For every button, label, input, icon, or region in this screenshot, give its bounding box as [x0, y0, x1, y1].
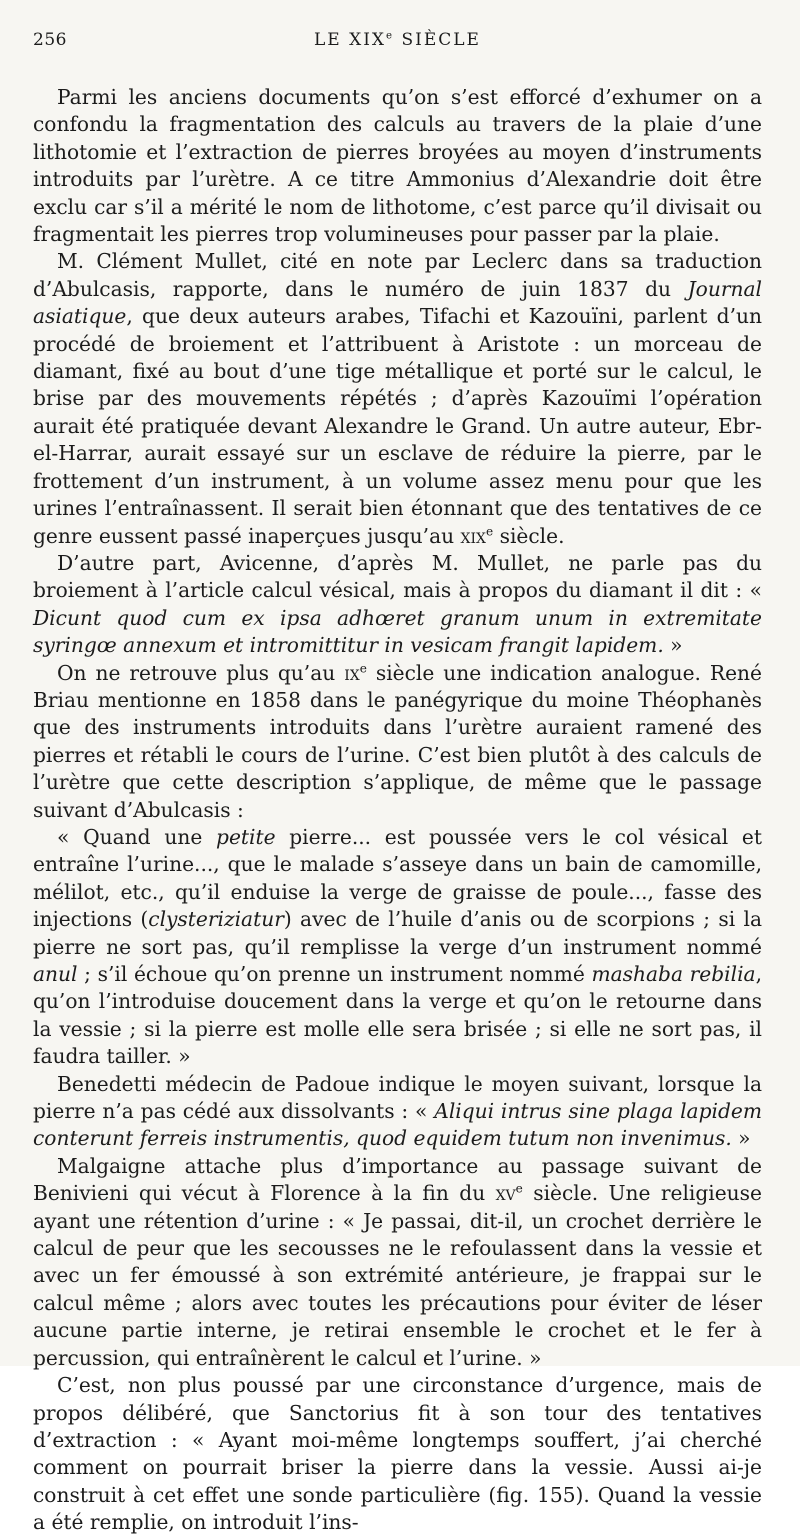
paragraph-7 — [33, 1153, 762, 1372]
running-title-suffix: SIÈCLE — [394, 30, 481, 50]
paragraph-1: Parmi les anciens documents qu’on s’est efforcé d’exhumer on a confondu la fragmentation des calculs au travers de la plaie d’une lithotomie et l’extraction de pierres broyées au moyen d’instruments introduits par l’urètre. A ce titre Ammonius d’Alexandrie doit être exclu car s’il a mérité le nom de lithotome, c’est parce qu’il divisait ou fragmentait les pierres trop volumineuses pour passer par la plaie. — [33, 85, 762, 247]
paragraph-4-text-a: On ne retrouve plus qu’au — [57, 660, 345, 685]
italic-mashaba-rebilia: mashaba rebilia — [591, 962, 756, 986]
century-numeral: ix — [344, 660, 360, 685]
body-text — [33, 84, 762, 1537]
paragraph-3 — [33, 550, 762, 660]
paragraph-2 — [33, 248, 762, 549]
journal-title: Journal asiatique — [33, 276, 762, 329]
paragraph-4-text-b: siècle une indication analogue. René Briau mentionne en 1858 dans le panégyrique du moine Théophanès que des instruments introduits dans l’urètre auraient ramené des pierres et rétabli le cours de l’urine. C’est bien plutôt à des calculs de l’urètre que cette description s’applique, de même que le passage suivant d’Abulcasis : — [33, 660, 763, 822]
paragraph-6-text-b: » — [731, 1126, 751, 1151]
paragraph-2-text-a: M. Clément Mullet, cité en note par Leclerc dans sa traduction d’Abulcasis, rapporte, dans le numéro de juin 1837 du — [33, 249, 762, 301]
paragraph-6 — [33, 1071, 762, 1153]
running-head — [33, 26, 762, 62]
paragraph-5-text-a: « Quand une — [57, 824, 217, 849]
paragraph-5-text-c: ) avec de l’huile d’anis ou de scorpions ; si la pierre ne sort pas, qu’il remplisse la verge d’un instrument nommé — [33, 907, 762, 959]
paragraph-5-quote — [33, 824, 762, 1071]
paragraph-7-text-b: siècle. Une religieuse ayant une rétention d’urine : « Je passai, dit-il, un crochet derrière le calcul de peur que les secousses ne le refoulassent dans la vessie et avec un fer émoussé à son extrémité antérieure, je frappai sur le calcul même ; alors avec toutes les précautions pour éviter de léser aucune partie interne, je retirai ensemble le crochet et le fer à percussion, qui entraînèrent le calcul et l’urine. » — [33, 1181, 762, 1370]
century-numeral: xix — [460, 523, 487, 548]
italic-anul: anul — [33, 962, 78, 986]
page-number: 256 — [33, 30, 67, 50]
paragraph-3-text-b: » — [663, 633, 683, 658]
running-title-text: LE XIX — [314, 30, 387, 50]
century-sup: e — [359, 660, 367, 675]
running-title-sup: e — [386, 30, 395, 42]
century-sup: e — [486, 523, 494, 538]
benedetti-latin-quote: Aliqui intrus sine plaga lapidem conterunt ferreis instrumentis, quod equidem tutum non invenimus. — [33, 1099, 762, 1151]
paragraph-5-text-d: ; s’il échoue qu’on prenne un instrument nommé — [77, 962, 592, 986]
paragraph-7-text-a: Malgaigne attache plus d’importance au passage suivant de Benivieni qui vécut à Florence à la fin du — [33, 1153, 762, 1206]
paragraph-2-text-c: siècle. — [493, 523, 565, 548]
paragraph-5-text-e: , qu’on l’introduise doucement dans la verge et qu’on le retourne dans la vessie ; si la pierre est molle elle sera brisée ; si elle ne sort pas, il faudra tailler. » — [33, 962, 762, 1069]
avicenne-latin-quote: Dicunt quod cum ex ipsa adhœret granum unum in extremitate syringœ annexum et intromittitur in vesicam frangit lapidem. — [33, 605, 762, 658]
century-numeral: xv — [495, 1181, 516, 1206]
paragraph-5-text-b: pierre... est poussée vers le col vésical et entraîne l’urine..., que le malade s’asseye dans un bain de camomille, mélilot, etc., qu’il enduise la verge de graisse de poule..., fasse des injections ( — [33, 824, 762, 932]
italic-petite: petite — [216, 824, 276, 849]
italic-clysteriziatur: clysteriziatur — [148, 907, 284, 932]
century-sup: e — [515, 1181, 523, 1196]
paragraph-4 — [33, 660, 762, 824]
paragraph-3-text-a: D’autre part, Avicenne, d’après M. Mullet, ne parle pas du broiement à l’article calcul vésical, mais à propos du diamant il dit : « — [33, 550, 762, 603]
running-title — [33, 30, 762, 50]
paragraph-2-text-b: , que deux auteurs arabes, Tifachi et Kazouïni, parlent d’un procédé de broiement et l’attribuent à Aristote : un morceau de diamant, fixé au bout d’une tige métallique et porté sur le calcul, le brise par des mouvements répétés ; d’après Kazouïmi l’opération aurait été pratiquée devant Alexandre le Grand. Un autre auteur, Ebr-el-Harrar, aurait essayé sur un esclave de réduire la pierre, par le frottement d’un instrument, à un volume assez menu pour que les urines l’entraînassent. Il serait bien étonnant que des tentatives de ce genre eussent passé inaperçues jusqu’au — [33, 304, 762, 548]
paragraph-6-text-a: Benedetti médecin de Padoue indique le moyen suivant, lorsque la pierre n’a pas cédé aux dissolvants : « — [33, 1071, 762, 1124]
paragraph-8: C’est, non plus poussé par une circonstance d’urgence, mais de propos délibéré, que Sanctorius fit à son tour des tentatives d’extraction : « Ayant moi-même longtemps souffert, j’ai cherché comment on pourrait briser la pierre dans la vessie. Aussi ai-je construit à cet effet une sonde particulière (fig. 155). Quand la vessie a été remplie, on introduit l’ins- — [33, 1373, 762, 1535]
